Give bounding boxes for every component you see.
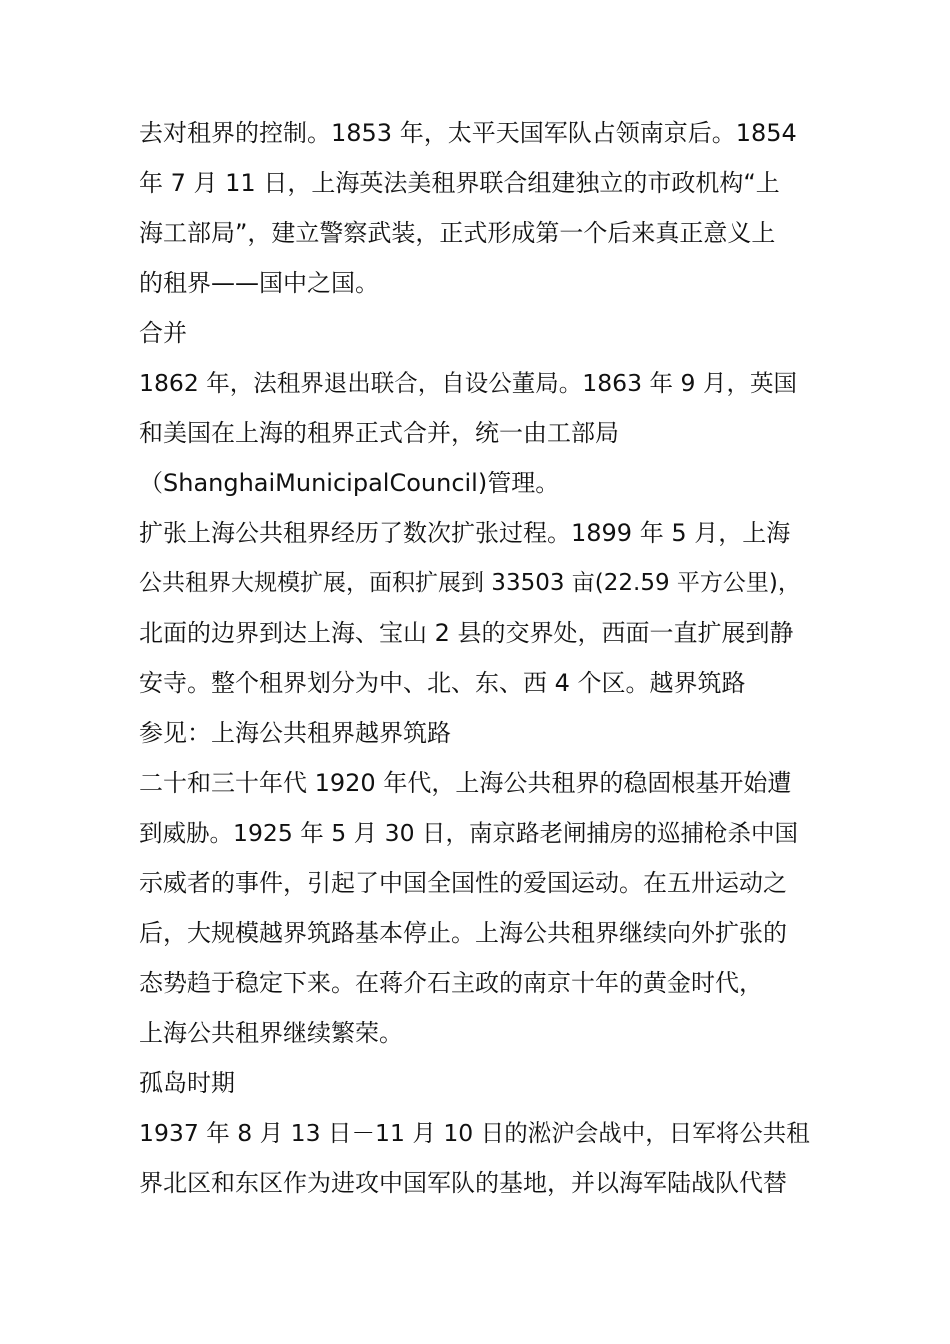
section-heading-merger: 合并 xyxy=(139,319,187,347)
text-line: 界北区和东区作为进攻中国军队的基地，并以海军陆战队代替 xyxy=(139,1169,787,1197)
text-line: 安寺。整个租界划分为中、北、东、西 4 个区。越界筑路 xyxy=(139,669,746,697)
text-line: 去对租界的控制。1853 年，太平天国军队占领南京后。1854 xyxy=(139,119,797,147)
text-line: 扩张上海公共租界经历了数次扩张过程。1899 年 5 月，上海 xyxy=(139,519,791,547)
text-line: 1937 年 8 月 13 日－11 月 10 日的淞沪会战中，日军将公共租 xyxy=(139,1119,810,1147)
text-line: 二十和三十年代 1920 年代，上海公共租界的稳固根基开始遭 xyxy=(139,769,792,797)
text-line: （ShanghaiMunicipalCouncil)管理。 xyxy=(139,469,560,497)
text-line: 1862 年，法租界退出联合，自设公董局。1863 年 9 月，英国 xyxy=(139,369,797,397)
text-line: 到威胁。1925 年 5 月 30 日，南京路老闸捕房的巡捕枪杀中国 xyxy=(139,819,799,847)
text-line: 态势趋于稳定下来。在蒋介石主政的南京十年的黄金时代， xyxy=(139,969,763,997)
text-line: 示威者的事件，引起了中国全国性的爱国运动。在五卅运动之 xyxy=(139,869,787,897)
text-line: 和美国在上海的租界正式合并，统一由工部局 xyxy=(139,419,619,447)
text-line: 北面的边界到达上海、宝山 2 县的交界处，西面一直扩展到静 xyxy=(139,619,794,647)
text-line: 参见：上海公共租界越界筑路 xyxy=(139,719,451,747)
text-line: 海工部局”，建立警察武装，正式形成第一个后来真正意义上 xyxy=(139,219,776,247)
text-line: 上海公共租界继续繁荣。 xyxy=(139,1019,403,1047)
section-heading-isolated-island: 孤岛时期 xyxy=(139,1069,235,1097)
text-line: 后，大规模越界筑路基本停止。上海公共租界继续向外扩张的 xyxy=(139,919,787,947)
text-line: 年 7 月 11 日，上海英法美租界联合组建独立的市政机构“上 xyxy=(139,169,780,197)
text-line: 的租界——国中之国。 xyxy=(139,269,379,297)
text-line: 公共租界大规模扩展，面积扩展到 33503 亩(22.59 平方公里)， xyxy=(139,570,801,596)
